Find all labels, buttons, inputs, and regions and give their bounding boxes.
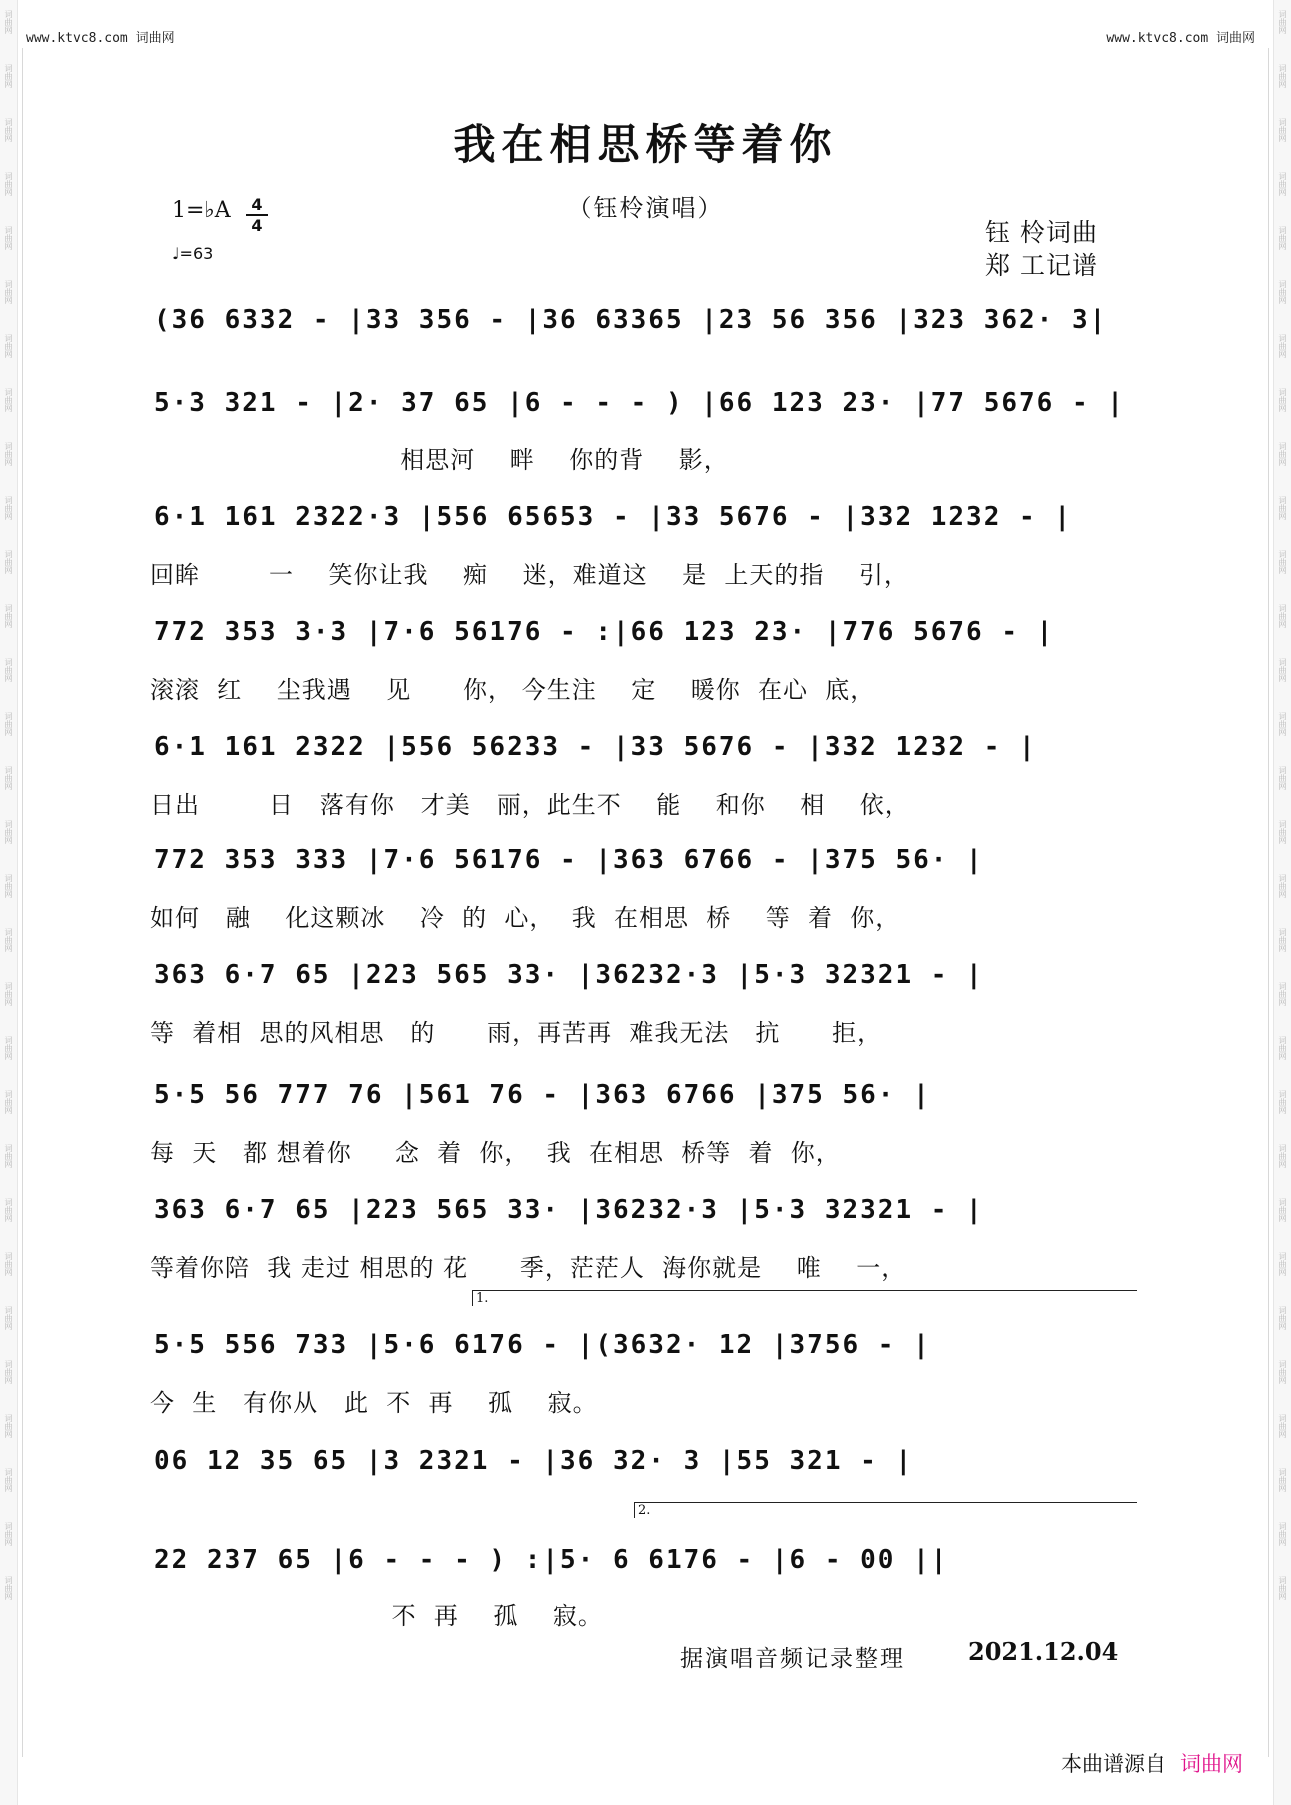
lyric-line: 如何 融 化这颗冰 冷 的 心， 我 在相思 桥 等 着 你， <box>150 904 901 932</box>
watermark-text: 词曲网 <box>1278 1522 1287 1546</box>
tempo-marking: ♩=63 <box>172 244 214 263</box>
header-url-left: www.ktvc8.com 词曲网 <box>26 31 175 46</box>
key-signature: 1=♭A <box>172 198 231 223</box>
watermark-text: 词曲网 <box>1278 712 1287 736</box>
watermark-text: 词曲网 <box>4 334 13 358</box>
music-line: 5·3 321 - |2· 37 65 |6 - - - ) |66 123 23· |77 5676 - | <box>154 388 1125 418</box>
watermark-text: 词曲网 <box>4 1576 13 1600</box>
watermark-text: 词曲网 <box>1278 496 1287 520</box>
frame-line-right <box>1268 48 1269 1757</box>
watermark-text: 词曲网 <box>1278 1090 1287 1114</box>
watermark-text: 词曲网 <box>1278 550 1287 574</box>
lyric-line: 滚滚 红 尘我遇 见 你， 今生注 定 暖你 在心 底， <box>150 676 876 704</box>
watermark-text: 词曲网 <box>1278 604 1287 628</box>
time-signature <box>246 196 268 234</box>
music-line: 6·1 161 2322·3 |556 65653 - |33 5676 - |332 1232 - | <box>154 502 1072 532</box>
watermark-text: 词曲网 <box>1278 172 1287 196</box>
watermark-text: 词曲网 <box>4 280 13 304</box>
watermark-text: 词曲网 <box>1278 442 1287 466</box>
lyric-line: 每 天 都 想着你 念 着 你， 我 在相思 桥等 着 你， <box>150 1139 841 1167</box>
music-line: 5·5 56 777 76 |561 76 - |363 6766 |375 56· | <box>154 1080 931 1110</box>
song-subtitle: （钰柃演唱） <box>567 194 724 222</box>
watermark-text: 词曲网 <box>1278 118 1287 142</box>
watermark-text: 词曲网 <box>4 10 13 34</box>
watermark-text: 词曲网 <box>4 1306 13 1330</box>
watermark-text: 词曲网 <box>4 172 13 196</box>
watermark-text: 词曲网 <box>4 1198 13 1222</box>
watermark-text: 词曲网 <box>1278 1198 1287 1222</box>
watermark-text: 词曲网 <box>1278 226 1287 250</box>
watermark-text: 词曲网 <box>4 1414 13 1438</box>
music-line: 22 237 65 |6 - - - ) :|5· 6 6176 - |6 - 00 || <box>154 1545 949 1575</box>
watermark-text: 词曲网 <box>4 226 13 250</box>
lyric-line: 等着你陪 我 走过 相思的 花 季，茫茫人 海你就是 唯 一， <box>150 1254 907 1282</box>
credits-block <box>985 216 1098 282</box>
watermark-text: 词曲网 <box>4 712 13 736</box>
watermark-text: 词曲网 <box>4 982 13 1006</box>
transcription-note: 据演唱音频记录整理 <box>680 1646 905 1672</box>
watermark-text: 词曲网 <box>4 928 13 952</box>
lyric-line: 回眸 一 笑你让我 痴 迷，难道这 是 上天的指 引， <box>150 561 909 589</box>
volta-first-ending: 1. <box>472 1290 1137 1306</box>
music-line: 6·1 161 2322 |556 56233 - |33 5676 - |332 1232 - | <box>154 732 1037 762</box>
watermark-text: 词曲网 <box>4 1360 13 1384</box>
time-signature-top: 4 <box>251 195 263 214</box>
music-line: 363 6·7 65 |223 565 33· |36232·3 |5·3 32321 - | <box>154 960 984 990</box>
watermark-text: 词曲网 <box>1278 10 1287 34</box>
music-line: 363 6·7 65 |223 565 33· |36232·3 |5·3 32321 - | <box>154 1195 984 1225</box>
song-title: 我在相思桥等着你 <box>453 120 838 169</box>
watermark-text: 词曲网 <box>1278 658 1287 682</box>
watermark-text: 词曲网 <box>4 388 13 412</box>
source-brand-link[interactable]: 词曲网 <box>1180 1752 1243 1776</box>
watermark-text: 词曲网 <box>1278 1414 1287 1438</box>
credit-lyrics-music: 钰 柃词曲 <box>985 218 1098 247</box>
watermark-text: 词曲网 <box>1278 64 1287 88</box>
watermark-text: 词曲网 <box>1278 1036 1287 1060</box>
lyric-line: 今 生 有你从 此 不 再 孤 寂。 <box>150 1389 598 1417</box>
watermark-text: 词曲网 <box>4 1468 13 1492</box>
watermark-text: 词曲网 <box>4 118 13 142</box>
lyric-line: 日出 日 落有你 才美 丽，此生不 能 和你 相 依， <box>150 791 910 819</box>
watermark-text: 词曲网 <box>4 658 13 682</box>
watermark-text: 词曲网 <box>4 820 13 844</box>
watermark-text: 词曲网 <box>4 1144 13 1168</box>
watermark-text: 词曲网 <box>1278 1306 1287 1330</box>
source-attribution <box>1061 1748 1243 1778</box>
music-line: 06 12 35 65 |3 2321 - |36 32· 3 |55 321 - | <box>154 1446 914 1476</box>
watermark-text: 词曲网 <box>1278 982 1287 1006</box>
watermark-text: 词曲网 <box>4 1252 13 1276</box>
watermark-text: 词曲网 <box>1278 1360 1287 1384</box>
lyric-line: 等 着相 思的风相思 的 雨，再苦再 难我无法 抗 拒， <box>150 1019 883 1047</box>
music-line: 772 353 333 |7·6 56176 - |363 6766 - |375 56· | <box>154 845 984 875</box>
watermark-text: 词曲网 <box>4 1090 13 1114</box>
transcription-date: 2021.12.04 <box>968 1637 1119 1666</box>
source-label: 本曲谱源自 <box>1061 1752 1166 1776</box>
watermark-text: 词曲网 <box>4 442 13 466</box>
watermark-text: 词曲网 <box>4 766 13 790</box>
credit-notation: 郑 工记谱 <box>985 251 1098 280</box>
watermark-text: 词曲网 <box>1278 1252 1287 1276</box>
music-line: (36 6332 - |33 356 - |36 63365 |23 56 356 |323 362· 3| <box>154 305 1108 335</box>
watermark-text: 词曲网 <box>4 1036 13 1060</box>
header-url-right: www.ktvc8.com 词曲网 <box>1106 31 1255 46</box>
watermark-text: 词曲网 <box>1278 280 1287 304</box>
watermark-text: 词曲网 <box>1278 874 1287 898</box>
volta-second-ending: 2. <box>634 1502 1137 1518</box>
lyric-line: 不 再 孤 寂。 <box>150 1602 603 1630</box>
time-signature-bottom: 4 <box>251 216 263 235</box>
frame-line-left <box>22 48 23 1757</box>
watermark-text: 词曲网 <box>1278 928 1287 952</box>
watermark-text: 词曲网 <box>1278 1468 1287 1492</box>
left-watermark-strip <box>0 0 18 1805</box>
music-line: 772 353 3·3 |7·6 56176 - :|66 123 23· |776 5676 - | <box>154 617 1055 647</box>
watermark-text: 词曲网 <box>1278 334 1287 358</box>
watermark-text: 词曲网 <box>4 550 13 574</box>
watermark-text: 词曲网 <box>4 604 13 628</box>
music-line: 5·5 556 733 |5·6 6176 - |(3632· 12 |3756 - | <box>154 1330 931 1360</box>
right-watermark-strip <box>1273 0 1291 1805</box>
watermark-text: 词曲网 <box>1278 388 1287 412</box>
watermark-text: 词曲网 <box>1278 766 1287 790</box>
watermark-text: 词曲网 <box>1278 1144 1287 1168</box>
watermark-text: 词曲网 <box>1278 1576 1287 1600</box>
watermark-text: 词曲网 <box>4 64 13 88</box>
watermark-text: 词曲网 <box>1278 820 1287 844</box>
watermark-text: 词曲网 <box>4 496 13 520</box>
watermark-text: 词曲网 <box>4 874 13 898</box>
lyric-line: 相思河 畔 你的背 影， <box>150 446 729 474</box>
watermark-text: 词曲网 <box>4 1522 13 1546</box>
